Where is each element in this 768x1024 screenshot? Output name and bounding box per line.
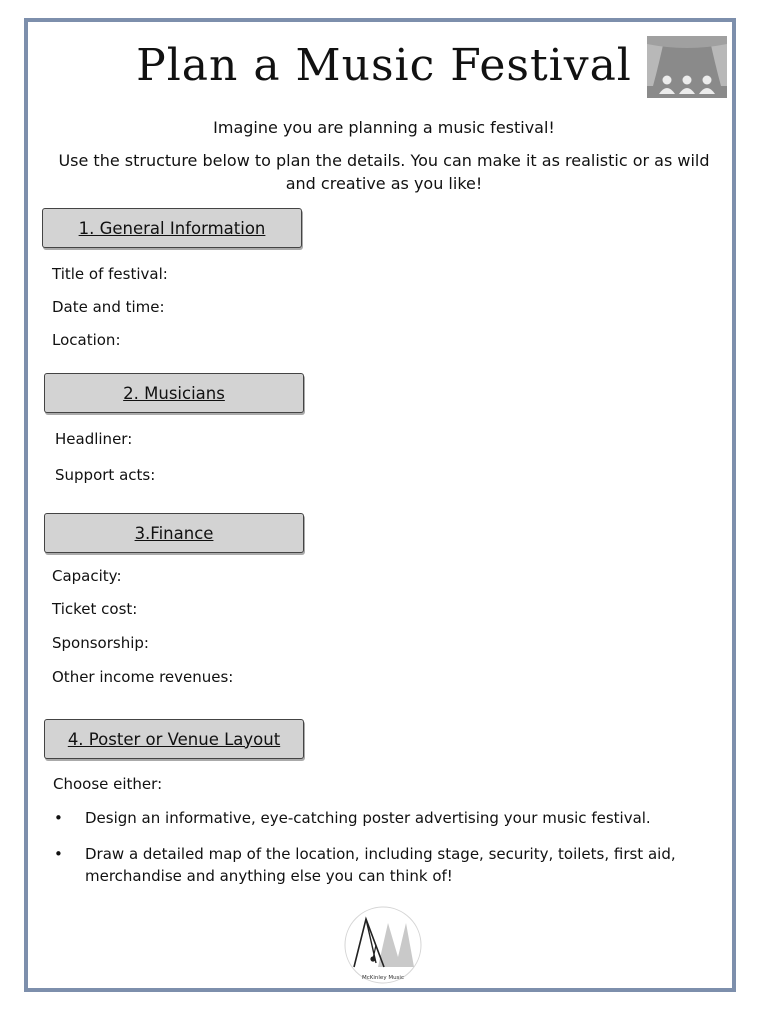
field-headliner: Headliner:: [55, 430, 133, 448]
choose-either-label: Choose either:: [53, 775, 163, 793]
field-ticket-cost: Ticket cost:: [52, 600, 138, 618]
bullet-item-map: Draw a detailed map of the location, including stage, security, toilets, first aid, merchandise and anything else you can think of!: [85, 845, 676, 885]
section-heading-poster: 4. Poster or Venue Layout: [44, 719, 304, 759]
intro-line-1: Imagine you are planning a music festival!: [213, 118, 555, 137]
stage-audience-icon: [645, 34, 729, 100]
field-sponsorship: Sponsorship:: [52, 634, 149, 652]
field-support-acts: Support acts:: [55, 466, 156, 484]
bullet-item-poster: Design an informative, eye-catching poster advertising your music festival.: [85, 809, 651, 827]
field-other-income: Other income revenues:: [52, 668, 234, 686]
bullet-glyph: •: [54, 809, 63, 827]
bullet-glyph: •: [54, 845, 63, 863]
section-heading-musicians: 2. Musicians: [44, 373, 304, 413]
field-location: Location:: [52, 331, 121, 349]
page-title: Plan a Music Festival: [136, 40, 632, 91]
logo-text: McKinley Music: [362, 975, 404, 981]
field-capacity: Capacity:: [52, 567, 122, 585]
section-heading-general: 1. General Information: [42, 208, 302, 248]
intro-line-2: Use the structure below to plan the details. You can make it as realistic or as wild and creative as you like!: [58, 151, 710, 193]
mckinley-music-logo: [340, 905, 426, 985]
section-heading-finance: 3.Finance: [44, 513, 304, 553]
field-date-and-time: Date and time:: [52, 298, 165, 316]
field-title-of-festival: Title of festival:: [52, 265, 168, 283]
